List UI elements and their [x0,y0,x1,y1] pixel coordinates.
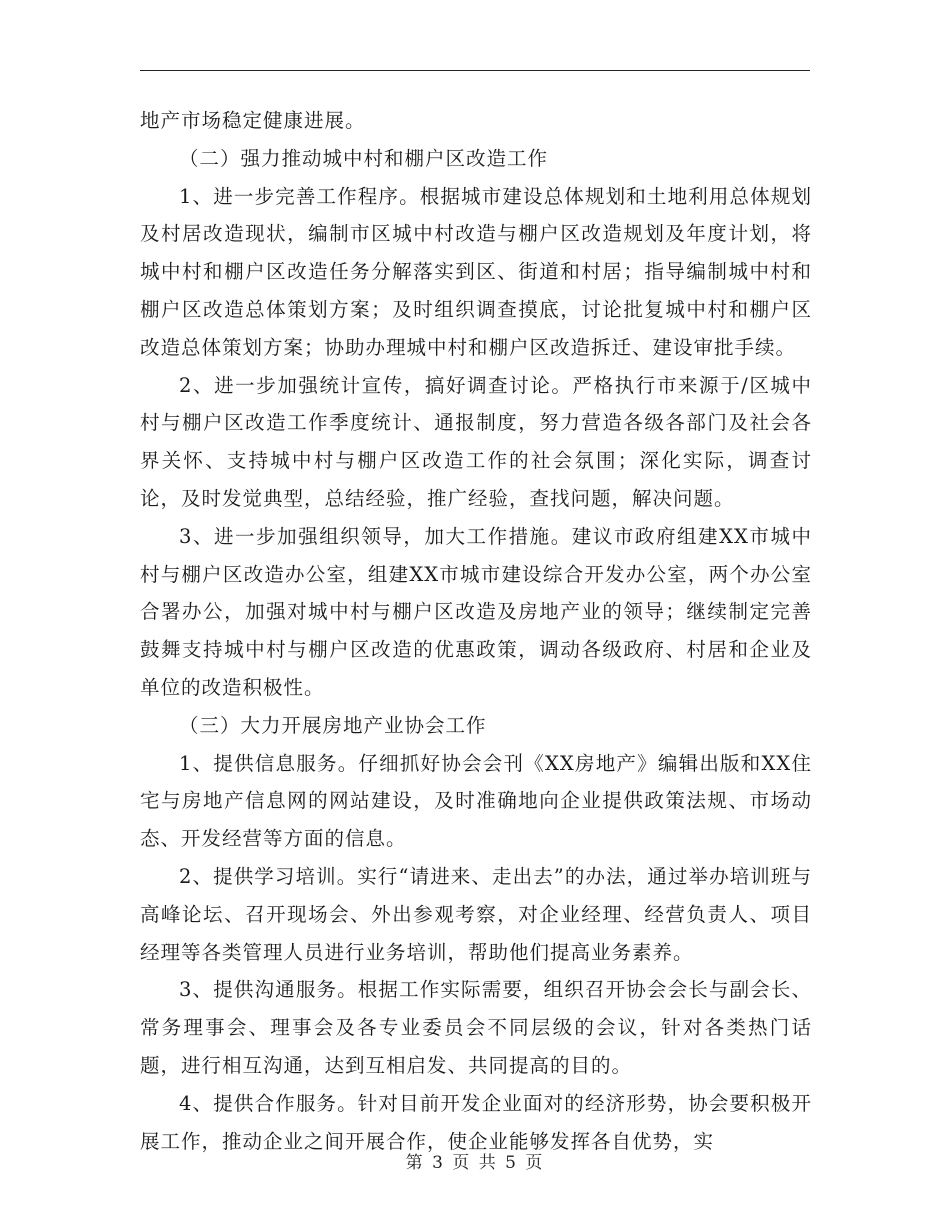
section-heading-3: （三）大力开展房地产业协会工作 [179,713,487,737]
header-rule [140,70,810,71]
page-number: 第 3 页 共 5 页 [405,1153,545,1173]
paragraph: 3、进一步加强组织领导，加大工作措施。建议市政府组建XX市城中村与棚户区改造办公室，组建XX市城市建设综合开发办公室，两个办公室合署办公，加强对城中村与棚户区改造及房地产业的领导；继续制定完善鼓舞支持城中村与棚户区改造的优惠政策，调动各级政府、村居和企业及单位的改造积极性。 [140,524,812,699]
paragraph: 2、提供学习培训。实行“请进来、走出去”的办法，通过举办培训班与高峰论坛、召开现场会、外出参观考察，对企业经理、经营负责人、项目经理等各类管理人员进行业务培训，帮助他们提高业务素养。 [140,864,812,964]
paragraph: 1、提供信息服务。仔细抓好协会会刊《XX房地产》编辑出版和XX住宅与房地产信息网的网站建设，及时准确地向企业提供政策法规、市场动态、开发经营等方面的信息。 [140,751,812,851]
paragraph: 2、进一步加强统计宣传，搞好调查讨论。严格执行市来源于/区城中村与棚户区改造工作季度统计、通报制度，努力营造各级各部门及社会各界关怀、支持城中村与棚户区改造工作的社会氛围；深化实际，调查讨论，及时发觉典型，总结经验，推广经验，查找问题，解决问题。 [140,373,812,510]
paragraph: 4、提供合作服务。针对目前开发企业面对的经济形势，协会要积极开展工作，推动企业之间开展合作，使企业能够发挥各自优势，实 [140,1091,812,1153]
paragraph: 1、进一步完善工作程序。根据城市建设总体规划和土地利用总体规划及村居改造现状，编制市区城中村改造与棚户区改造规划及年度计划，将城中村和棚户区改造任务分解落实到区、街道和村居；指导编制城中村和棚户区改造总体策划方案；及时组织调查摸底，讨论批复城中村和棚户区改造总体策划方案；协助办理城中村和棚户区改造拆迁、建设审批手续。 [140,184,812,359]
document-body [140,102,812,1160]
paragraph: 3、提供沟通服务。根据工作实际需要，组织召开协会会长与副会长、常务理事会、理事会及各专业委员会不同层级的会议，针对各类热门话题，进行相互沟通，达到互相启发、共同提高的目的。 [140,978,812,1077]
section-heading-2: （二）强力推动城中村和棚户区改造工作 [179,146,549,170]
paragraph-continuation: 地产市场稳定健康进展。 [140,109,366,132]
